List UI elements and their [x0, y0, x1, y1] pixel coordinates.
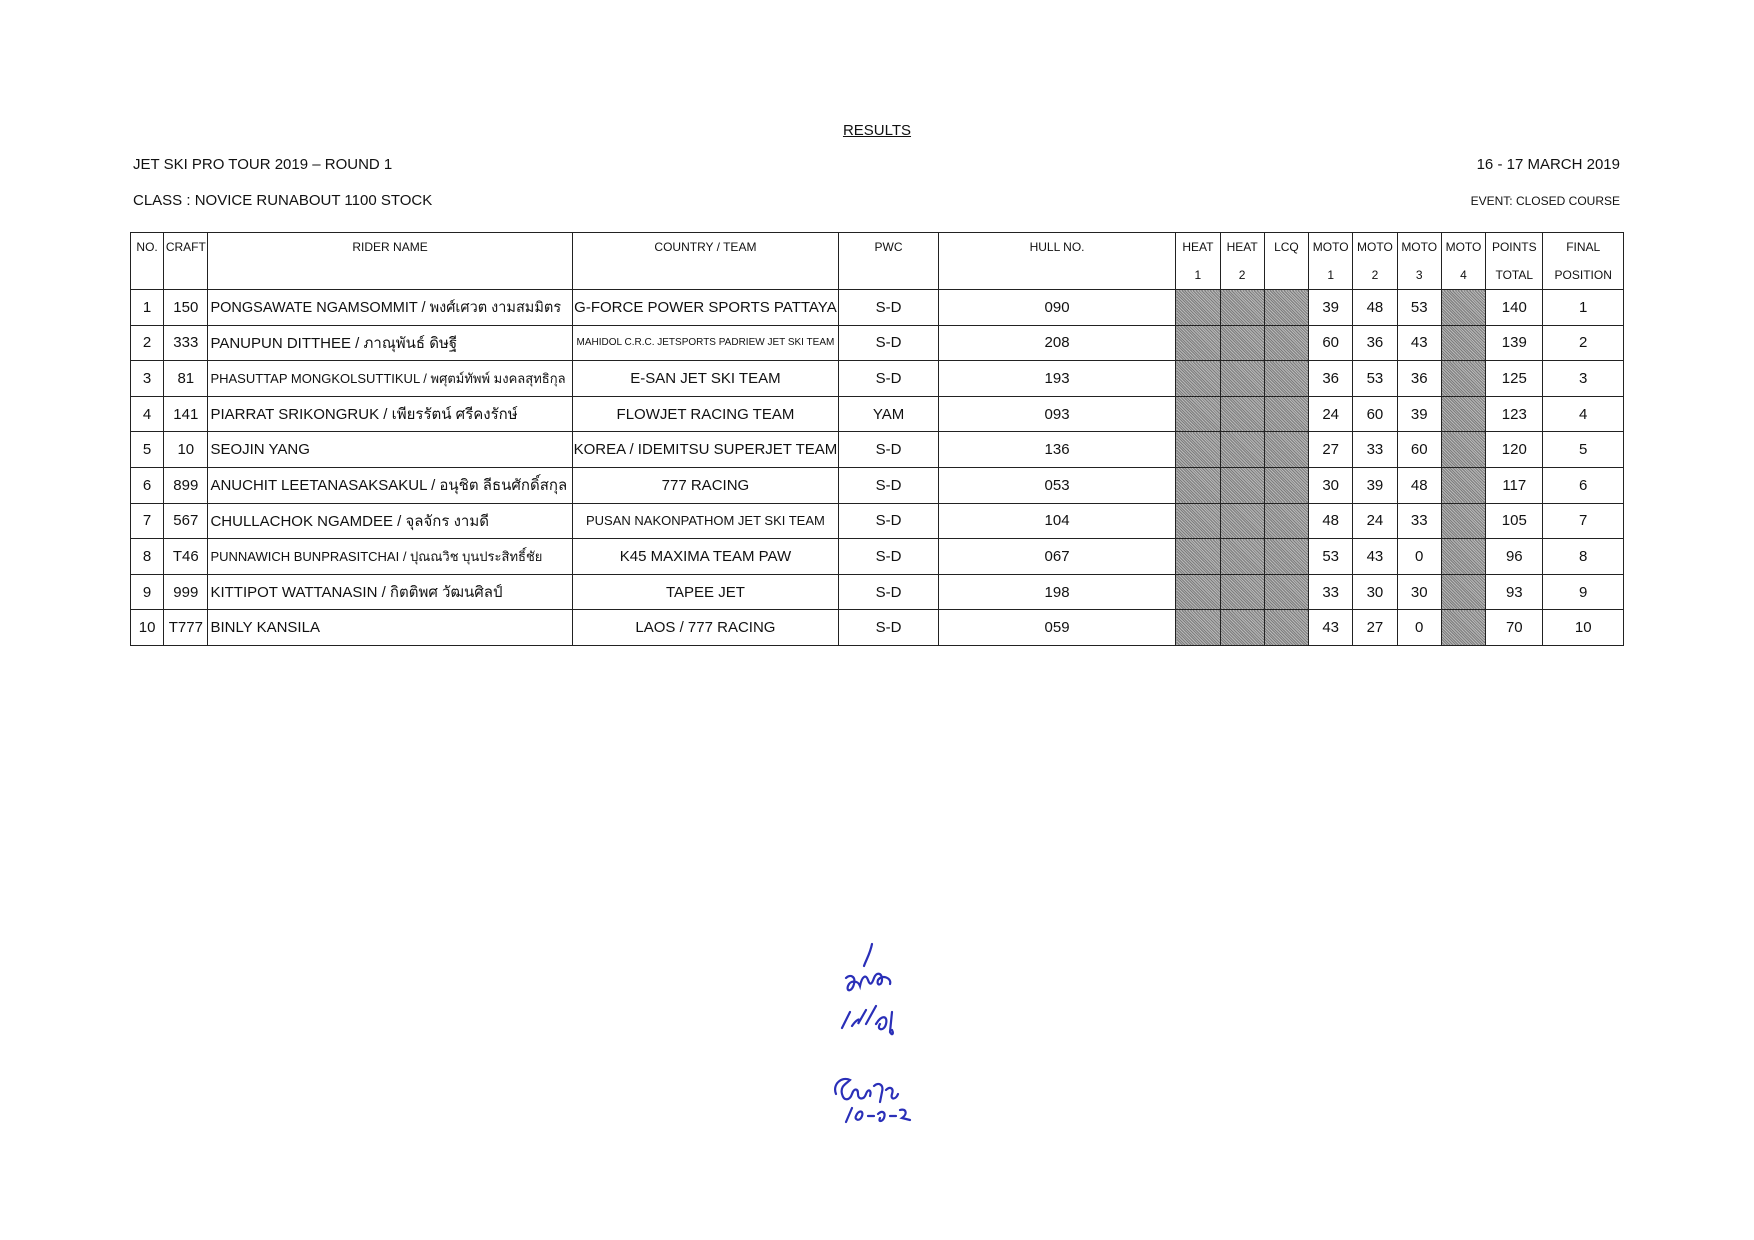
header-line: MOTO	[1312, 240, 1349, 254]
cell-final: 6	[1543, 467, 1624, 503]
cell-rider: KITTIPOT WATTANASIN / กิตติพศ วัฒนศิลป์	[208, 574, 572, 610]
cell-moto1: 36	[1309, 361, 1353, 397]
cell-craft: 899	[164, 467, 208, 503]
cell-moto3: 33	[1397, 503, 1441, 539]
cell-lcq	[1264, 467, 1308, 503]
table-row	[131, 290, 1624, 326]
cell-pwc: S-D	[839, 574, 939, 610]
cell-moto4	[1441, 610, 1485, 646]
table-row	[131, 610, 1624, 646]
cell-moto3: 48	[1397, 467, 1441, 503]
header-line: POINTS	[1491, 240, 1537, 254]
cell-final: 2	[1543, 325, 1624, 361]
cell-heat2	[1220, 539, 1264, 575]
cell-hull: 104	[938, 503, 1175, 539]
cell-rider: PANUPUN DITTHEE / ภาณุพันธ์ ดิษฐี	[208, 325, 572, 361]
cell-final: 3	[1543, 361, 1624, 397]
cell-rider: CHULLACHOK NGAMDEE / จุลจักร งามดี	[208, 503, 572, 539]
signature-2	[828, 1070, 928, 1130]
page-title: RESULTS	[842, 122, 912, 139]
cell-points: 120	[1486, 432, 1543, 468]
cell-rider: PONGSAWATE NGAMSOMMIT / พงศ์เศวต งามสมมิตร	[208, 290, 572, 326]
col-header-final	[1543, 233, 1624, 290]
table-row	[131, 503, 1624, 539]
cell-craft: 10	[164, 432, 208, 468]
cell-points: 117	[1486, 467, 1543, 503]
cell-heat1	[1176, 467, 1220, 503]
cell-rider: PIARRAT SRIKONGRUK / เพียรรัตน์ ศรีคงรักษ์	[208, 396, 572, 432]
cell-moto1: 39	[1309, 290, 1353, 326]
cell-no: 4	[131, 396, 164, 432]
cell-hull: 136	[938, 432, 1175, 468]
header-line: HEAT	[1182, 240, 1214, 254]
cell-points: 93	[1486, 574, 1543, 610]
cell-no: 5	[131, 432, 164, 468]
cell-rider: ANUCHIT LEETANASAKSAKUL / อนุชิต ลีธนศักดิ์สกุล	[208, 467, 572, 503]
header-line: MOTO	[1445, 240, 1482, 254]
cell-moto4	[1441, 503, 1485, 539]
cell-heat2	[1220, 610, 1264, 646]
cell-final: 4	[1543, 396, 1624, 432]
cell-heat1	[1176, 290, 1220, 326]
cell-rider: PUNNAWICH BUNPRASITCHAI / ปุณณวิช บุนประสิทธิ์ชัย	[208, 539, 572, 575]
results-table	[130, 232, 1624, 646]
cell-moto2: 48	[1353, 290, 1397, 326]
cell-pwc: S-D	[839, 610, 939, 646]
cell-heat1	[1176, 610, 1220, 646]
cell-heat2	[1220, 574, 1264, 610]
cell-moto3: 0	[1397, 539, 1441, 575]
header-line: POSITION	[1554, 268, 1612, 282]
cell-heat1	[1176, 574, 1220, 610]
header-line: 4	[1460, 268, 1467, 282]
cell-heat2	[1220, 467, 1264, 503]
cell-no: 8	[131, 539, 164, 575]
cell-points: 140	[1486, 290, 1543, 326]
cell-no: 1	[131, 290, 164, 326]
cell-points: 70	[1486, 610, 1543, 646]
cell-craft: T777	[164, 610, 208, 646]
cell-moto2: 60	[1353, 396, 1397, 432]
cell-moto2: 24	[1353, 503, 1397, 539]
cell-craft: T46	[164, 539, 208, 575]
cell-moto2: 53	[1353, 361, 1397, 397]
cell-moto4	[1441, 290, 1485, 326]
cell-team: MAHIDOL C.R.C. JETSPORTS PADRIEW JET SKI TEAM	[572, 325, 839, 361]
cell-pwc: S-D	[839, 432, 939, 468]
cell-moto2: 27	[1353, 610, 1397, 646]
cell-no: 10	[131, 610, 164, 646]
header-line: MOTO	[1401, 240, 1438, 254]
cell-lcq	[1264, 396, 1308, 432]
cell-hull: 090	[938, 290, 1175, 326]
table-row	[131, 467, 1624, 503]
cell-final: 5	[1543, 432, 1624, 468]
cell-moto3: 43	[1397, 325, 1441, 361]
header-line: 2	[1238, 268, 1246, 282]
cell-team: K45 MAXIMA TEAM PAW	[572, 539, 839, 575]
cell-pwc: S-D	[839, 290, 939, 326]
cell-moto1: 30	[1309, 467, 1353, 503]
cell-hull: 193	[938, 361, 1175, 397]
col-header-team: COUNTRY / TEAM	[572, 233, 839, 290]
cell-points: 123	[1486, 396, 1543, 432]
cell-hull: 093	[938, 396, 1175, 432]
col-header-hull: HULL NO.	[938, 233, 1175, 290]
cell-rider: SEOJIN YANG	[208, 432, 572, 468]
cell-pwc: S-D	[839, 325, 939, 361]
cell-heat1	[1176, 503, 1220, 539]
col-header-moto2	[1353, 233, 1397, 290]
cell-craft: 150	[164, 290, 208, 326]
cell-team: PUSAN NAKONPATHOM JET SKI TEAM	[572, 503, 839, 539]
header-line: 2	[1371, 268, 1379, 282]
cell-moto1: 53	[1309, 539, 1353, 575]
col-header-moto4	[1441, 233, 1485, 290]
cell-moto1: 33	[1309, 574, 1353, 610]
event-date: 16 - 17 MARCH 2019	[1476, 156, 1620, 173]
header-line: 1	[1194, 268, 1202, 282]
cell-moto4	[1441, 574, 1485, 610]
cell-no: 2	[131, 325, 164, 361]
cell-pwc: YAM	[839, 396, 939, 432]
cell-no: 9	[131, 574, 164, 610]
cell-rider: PHASUTTAP MONGKOLSUTTIKUL / พศุตม์ทัพพ์ มงคลสุทธิกุล	[208, 361, 572, 397]
table-row	[131, 361, 1624, 397]
cell-craft: 141	[164, 396, 208, 432]
cell-lcq	[1264, 610, 1308, 646]
cell-heat2	[1220, 432, 1264, 468]
cell-moto4	[1441, 325, 1485, 361]
table-row	[131, 574, 1624, 610]
cell-no: 6	[131, 467, 164, 503]
cell-team: 777 RACING	[572, 467, 839, 503]
cell-craft: 333	[164, 325, 208, 361]
header-line: 1	[1327, 268, 1335, 282]
table-row	[131, 396, 1624, 432]
cell-hull: 053	[938, 467, 1175, 503]
cell-points: 96	[1486, 539, 1543, 575]
cell-moto3: 60	[1397, 432, 1441, 468]
cell-lcq	[1264, 290, 1308, 326]
cell-lcq	[1264, 539, 1308, 575]
cell-lcq	[1264, 325, 1308, 361]
cell-pwc: S-D	[839, 361, 939, 397]
cell-moto3: 30	[1397, 574, 1441, 610]
cell-heat1	[1176, 361, 1220, 397]
cell-points: 125	[1486, 361, 1543, 397]
cell-hull: 198	[938, 574, 1175, 610]
header-line: HEAT	[1226, 240, 1258, 254]
cell-heat2	[1220, 503, 1264, 539]
cell-craft: 999	[164, 574, 208, 610]
cell-moto2: 33	[1353, 432, 1397, 468]
cell-moto3: 36	[1397, 361, 1441, 397]
cell-final: 1	[1543, 290, 1624, 326]
cell-heat1	[1176, 539, 1220, 575]
cell-lcq	[1264, 432, 1308, 468]
cell-points: 139	[1486, 325, 1543, 361]
col-header-craft: CRAFT	[164, 233, 208, 290]
cell-moto4	[1441, 539, 1485, 575]
cell-moto4	[1441, 432, 1485, 468]
col-header-rider: RIDER NAME	[208, 233, 572, 290]
signature-1	[836, 940, 926, 1040]
cell-moto1: 60	[1309, 325, 1353, 361]
col-header-moto3	[1397, 233, 1441, 290]
cell-no: 7	[131, 503, 164, 539]
cell-heat2	[1220, 290, 1264, 326]
event-type: EVENT: CLOSED COURSE	[1470, 194, 1620, 208]
cell-team: LAOS / 777 RACING	[572, 610, 839, 646]
cell-lcq	[1264, 361, 1308, 397]
cell-lcq	[1264, 574, 1308, 610]
cell-pwc: S-D	[839, 467, 939, 503]
cell-points: 105	[1486, 503, 1543, 539]
cell-final: 8	[1543, 539, 1624, 575]
cell-team: FLOWJET RACING TEAM	[572, 396, 839, 432]
cell-pwc: S-D	[839, 539, 939, 575]
col-header-no: NO.	[131, 233, 164, 290]
cell-lcq	[1264, 503, 1308, 539]
cell-moto2: 36	[1353, 325, 1397, 361]
col-header-points	[1486, 233, 1543, 290]
header-line: MOTO	[1357, 240, 1393, 254]
cell-heat2	[1220, 325, 1264, 361]
header-line: 3	[1415, 268, 1423, 282]
cell-hull: 208	[938, 325, 1175, 361]
table-row	[131, 325, 1624, 361]
table-header-row	[131, 233, 1624, 290]
cell-pwc: S-D	[839, 503, 939, 539]
cell-heat2	[1220, 396, 1264, 432]
cell-hull: 059	[938, 610, 1175, 646]
cell-moto3: 0	[1397, 610, 1441, 646]
cell-no: 3	[131, 361, 164, 397]
cell-hull: 067	[938, 539, 1175, 575]
header-line: TOTAL	[1495, 268, 1534, 282]
cell-moto4	[1441, 467, 1485, 503]
cell-craft: 567	[164, 503, 208, 539]
col-header-heat2	[1220, 233, 1264, 290]
cell-heat1	[1176, 432, 1220, 468]
cell-moto4	[1441, 361, 1485, 397]
cell-final: 9	[1543, 574, 1624, 610]
cell-final: 7	[1543, 503, 1624, 539]
cell-rider: BINLY KANSILA	[208, 610, 572, 646]
cell-moto1: 43	[1309, 610, 1353, 646]
event-name: JET SKI PRO TOUR 2019 – ROUND 1	[133, 156, 393, 173]
cell-heat1	[1176, 396, 1220, 432]
cell-moto3: 53	[1397, 290, 1441, 326]
cell-moto4	[1441, 396, 1485, 432]
col-header-heat1	[1176, 233, 1220, 290]
cell-heat1	[1176, 325, 1220, 361]
cell-moto2: 30	[1353, 574, 1397, 610]
results-body	[131, 290, 1624, 646]
table-row	[131, 539, 1624, 575]
cell-team: KOREA / IDEMITSU SUPERJET TEAM	[572, 432, 839, 468]
race-class: CLASS : NOVICE RUNABOUT 1100 STOCK	[133, 192, 433, 209]
cell-final: 10	[1543, 610, 1624, 646]
col-header-pwc: PWC	[839, 233, 939, 290]
header-line: FINAL	[1566, 240, 1601, 254]
cell-heat2	[1220, 361, 1264, 397]
col-header-moto1	[1309, 233, 1353, 290]
cell-team: TAPEE JET	[572, 574, 839, 610]
table-row	[131, 432, 1624, 468]
cell-moto2: 43	[1353, 539, 1397, 575]
cell-craft: 81	[164, 361, 208, 397]
cell-moto1: 27	[1309, 432, 1353, 468]
cell-moto1: 48	[1309, 503, 1353, 539]
cell-moto2: 39	[1353, 467, 1397, 503]
cell-team: E-SAN JET SKI TEAM	[572, 361, 839, 397]
cell-moto1: 24	[1309, 396, 1353, 432]
col-header-lcq: LCQ	[1264, 233, 1308, 290]
cell-team: G-FORCE POWER SPORTS PATTAYA	[572, 290, 839, 326]
cell-moto3: 39	[1397, 396, 1441, 432]
